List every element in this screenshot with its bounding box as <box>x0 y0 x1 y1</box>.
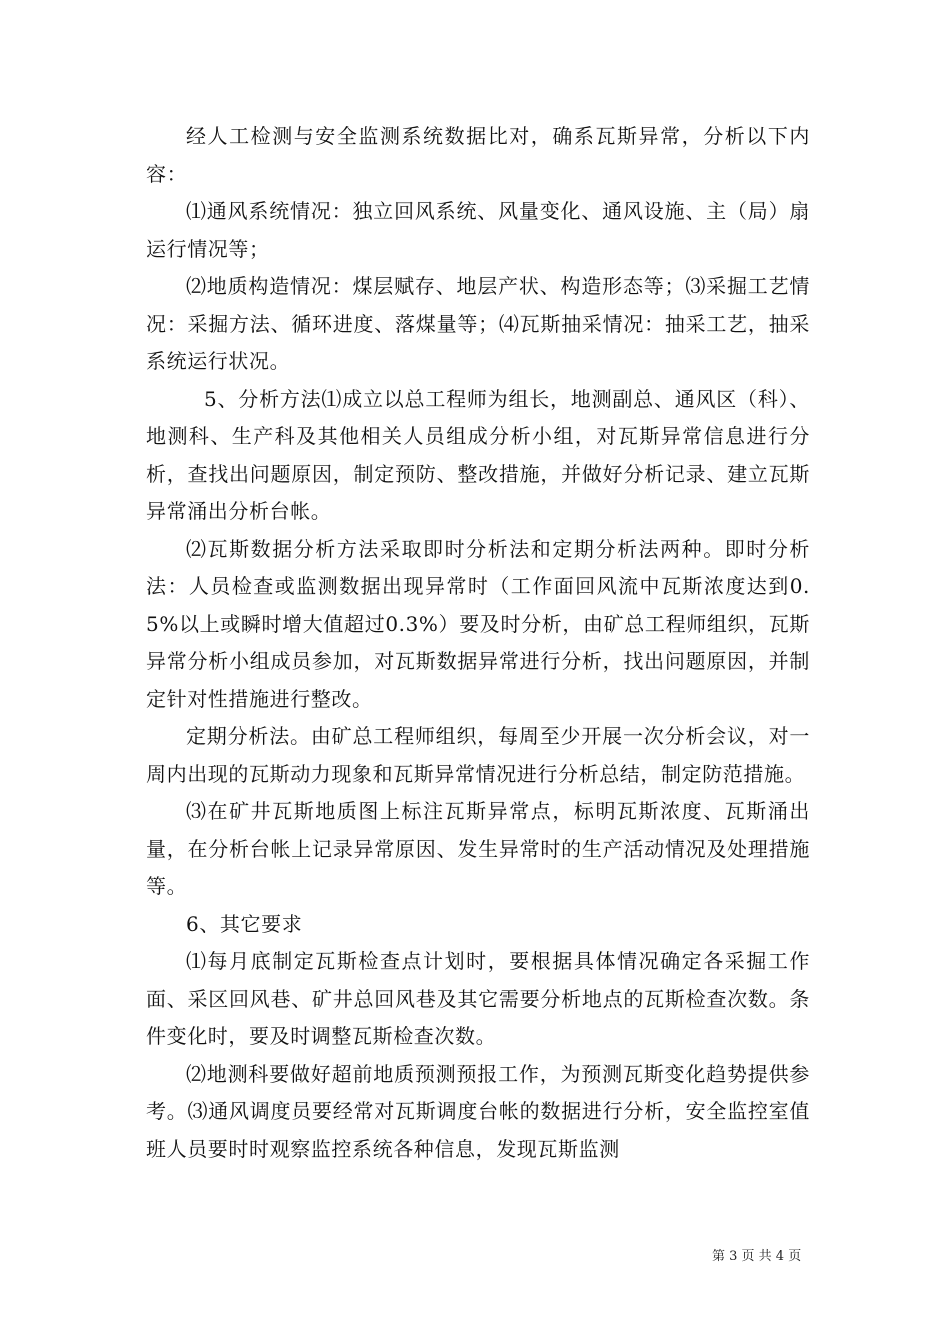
paragraph-intro: 经人工检测与安全监测系统数据比对，确系瓦斯异常，分析以下内容： <box>146 124 810 186</box>
paragraph-monthly-plan: ⑴每月底制定瓦斯检查点计划时，要根据具体情况确定各采掘工作面、采区回风巷、矿井总回风巷及其它需要分析地点的瓦斯检查次数。条件变化时，要及时调整瓦斯检查次数。 <box>146 949 810 1048</box>
paragraph-analysis-method: 5、分析方法⑴成立以总工程师为组长，地测副总、通风区（科）、地测科、生产科及其他相关人员组成分析小组，对瓦斯异常信息进行分析，查找出问题原因，制定预防、整改措施，并做好分析记录、建立瓦斯异常涌出分析台帐。 <box>146 386 810 523</box>
paragraph-gas-map: ⑶在矿井瓦斯地质图上标注瓦斯异常点，标明瓦斯浓度、瓦斯涌出量，在分析台帐上记录异常原因、发生异常时的生产活动情况及处理措施等。 <box>146 799 810 898</box>
heading-other-requirements: 6、其它要求 <box>186 911 303 936</box>
document-body <box>146 118 810 1168</box>
paragraph-forecast: ⑵地测科要做好超前地质预测预报工作，为预测瓦斯变化趋势提供参考。⑶通风调度员要经常对瓦斯调度台帐的数据进行分析，安全监控室值班人员要时时观察监控系统各种信息，发现瓦斯监测 <box>146 1061 810 1161</box>
paragraph-periodic-analysis: 定期分析法。由矿总工程师组织，每周至少开展一次分析会议，对一周内出现的瓦斯动力现象和瓦斯异常情况进行分析总结，制定防范措施。 <box>146 724 810 786</box>
paragraph-data-analysis: ⑵瓦斯数据分析方法采取即时分析法和定期分析法两种。即时分析法：人员检查或监测数据出现异常时（工作面回风流中瓦斯浓度达到0.5%以上或瞬时增大值超过0.3%）要及时分析，由矿总工程师组织，瓦斯异常分析小组成员参加，对瓦斯数据异常进行分析，找出问题原因，并制定针对性措施进行整改。 <box>146 536 810 711</box>
page-number: 第 3 页 共 4 页 <box>712 1249 802 1264</box>
paragraph-ventilation: ⑴通风系统情况：独立回风系统、风量变化、通风设施、主（局）扇运行情况等； <box>146 199 810 261</box>
paragraph-geology: ⑵地质构造情况：煤层赋存、地层产状、构造形态等；⑶采掘工艺情况：采掘方法、循环进度、落煤量等；⑷瓦斯抽采情况：抽采工艺，抽采系统运行状况。 <box>146 274 810 373</box>
